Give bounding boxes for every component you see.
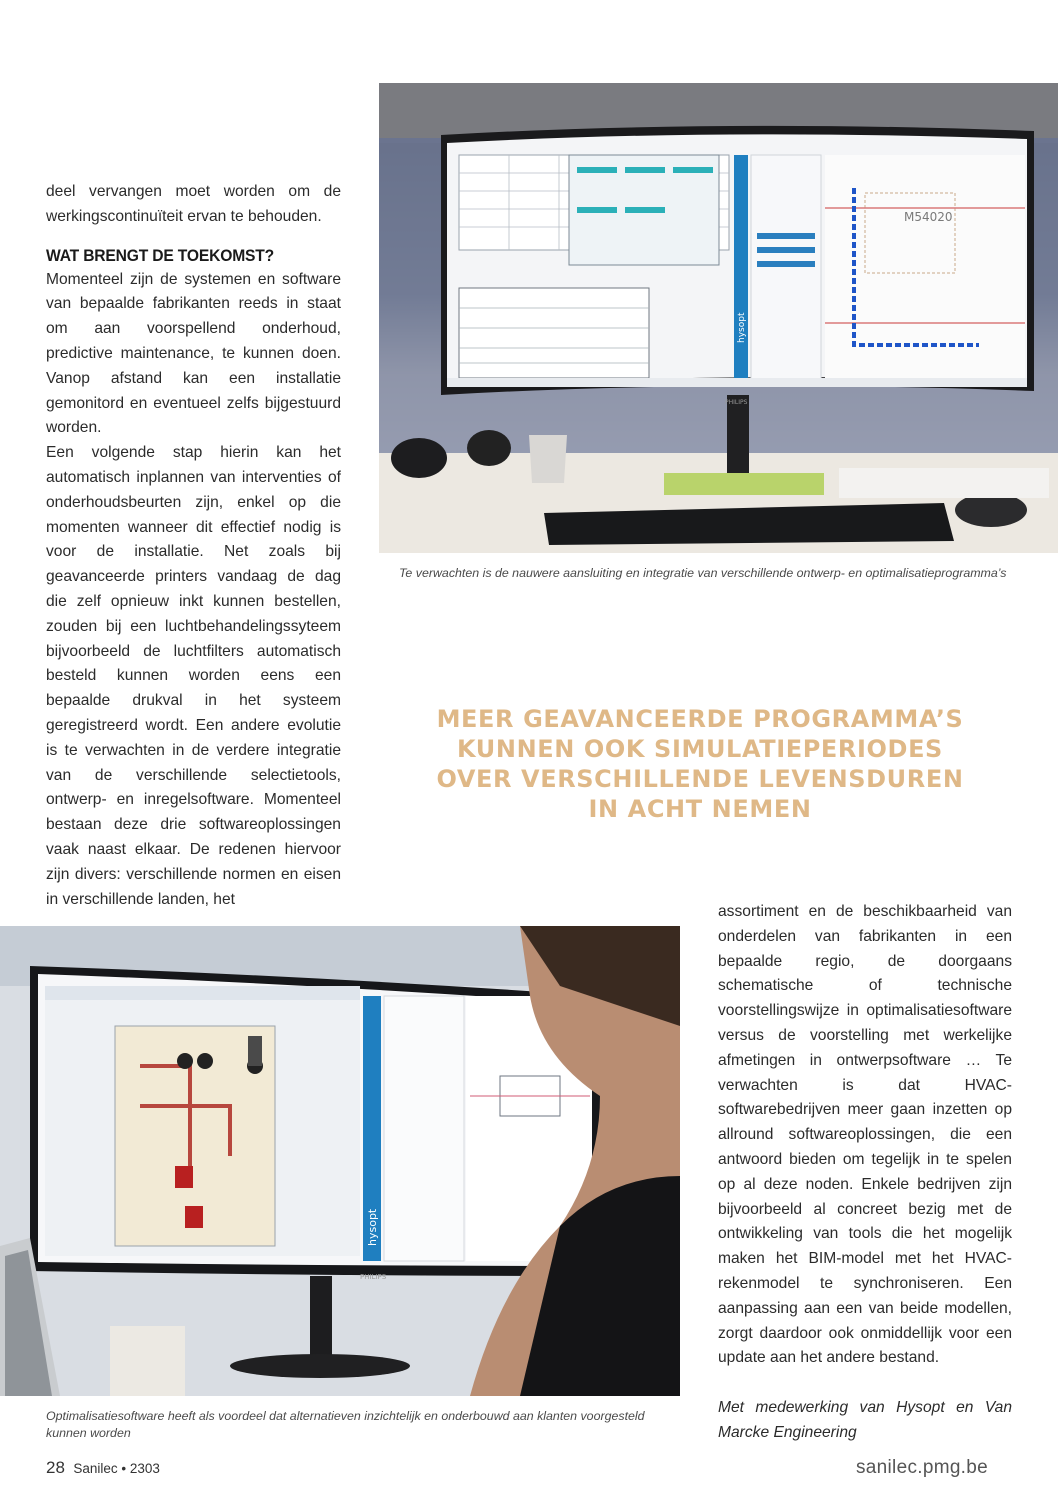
photo1-caption: Te verwachten is de nauwere aansluiting en integratie van verschillende ontwerp- en optimalisatieprogramma’s — [399, 566, 1007, 580]
pull-quote-line: OVER VERSCHILLENDE LEVENSDUREN — [436, 765, 964, 793]
pull-quote-line: MEER GEAVANCEERDE PROGRAMMA’S — [436, 705, 964, 733]
pull-quote-line: IN ACHT NEMEN — [588, 795, 812, 823]
pull-quote-line: KUNNEN OOK SIMULATIEPERIODES — [457, 735, 943, 763]
body-paragraph-2: Een volgende stap hierin kan het automatisch inplannen van interventies of onderhoudsbeurten zijn, enkel op die momenten wanneer dit effectief nodig is voor de installatie. Net zoals bij geavanceerde printers vandaag de dag die zelf opnieuw inkt kunnen bestellen, zouden bij een luchtbehandelingssyteem bijvoorbeeld de luchtfilters automatisch besteld kunnen worden eens een bepaalde drukval in het systeem geregistreerd wordt. Een andere evolutie is te verwachten in de verdere integratie van de verschillende selectietools, ontwerp- en inregelsoftware. Momenteel bestaan deze drie softwareoplossingen vaak naast elkaar. De redenen hiervoor zijn divers: verschillende normen en eisen in verschillende landen, het — [46, 444, 341, 908]
footer-left — [46, 1458, 160, 1478]
monitor-brand-label-2: PHILIPS — [360, 1273, 387, 1281]
publication-name: Sanilec • 2303 — [73, 1461, 160, 1476]
monitor-brand-label: PHILIPS — [725, 399, 748, 406]
website-link[interactable]: sanilec.pmg.be — [856, 1457, 988, 1478]
hysopt-brand-label-2: hysopt — [366, 1208, 379, 1246]
hysopt-brand-label: hysopt — [737, 312, 747, 343]
right-column — [718, 900, 1012, 1371]
photo-engineer-monitor — [0, 926, 680, 1396]
intro-paragraph: deel vervangen moet worden om de werkingscontinuïteit ervan te behouden. — [46, 183, 341, 225]
pull-quote — [420, 704, 980, 824]
photo-office-monitor — [379, 83, 1058, 553]
body-paragraph-1: Momenteel zijn de systemen en software van bepaalde fabrikanten reeds in staat om aan voorspellend onderhoud, predictive maintenance, te kunnen doen. Vanop afstand kan een installatie gemonitord en eventueel zelfs bijgestuurd worden. — [46, 270, 341, 437]
page-number: 28 — [46, 1458, 65, 1477]
credit-line: Met medewerking van Hysopt en Van Marcke Engineering — [718, 1399, 1012, 1441]
left-column — [46, 180, 341, 912]
right-paragraph: assortiment en de beschikbaarheid van onderdelen van fabrikanten in een bepaalde regio, de doorgaans schematische of technische voorstellingswijze in optimalisatiesoftware versus de voorstelling met werkelijke afmetingen in ontwerpsoftware … Te verwachten is dat HVAC-softwarebedrijven meer gaan inzetten op allround softwareoplossingen, die een antwoord bieden om tegelijk in te spelen op al deze noden. Enkele bedrijven zijn bijvoorbeeld al concreet bezig met de ontwikkeling van tools die het mogelijk maken het BIM-model met het HVAC-rekenmodel te synchroniseren. Een aanpassing aan een van beide modellen, zorgt daardoor ook onmiddellijk voor een update aan het andere bestand. — [718, 903, 1012, 1367]
photo2-caption: Optimalisatiesoftware heeft als voordeel dat alternatieven inzichtelijk en onderbouwd aan klanten voorgesteld kunnen worden — [46, 1409, 645, 1440]
room-label: M54020 — [904, 210, 953, 224]
section-heading: WAT BRENGT DE TOEKOMST? — [46, 245, 275, 265]
